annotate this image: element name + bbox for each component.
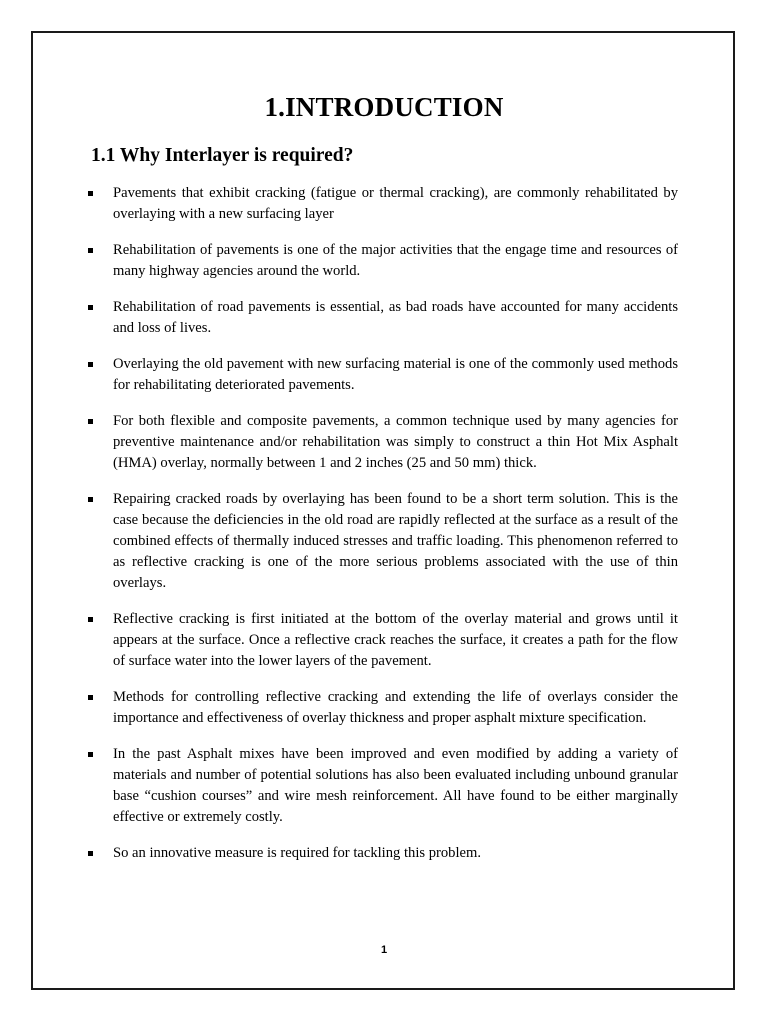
square-bullet-icon (88, 752, 93, 757)
square-bullet-icon (88, 617, 93, 622)
list-item (88, 744, 678, 828)
list-item-text: Repairing cracked roads by overlaying has been found to be a short term solution. This is the case because the deficiencies in the old road are rapidly reflected at the surface as a result of the combined effects of thermally induced stresses and traffic loading. This phenomenon referred to as reflective cracking is one of the more serious problems associated with the use of thin overlays. (113, 491, 678, 591)
list-item (88, 354, 678, 396)
list-item (88, 411, 678, 474)
square-bullet-icon (88, 419, 93, 424)
square-bullet-icon (88, 497, 93, 502)
page-number: 1 (380, 944, 388, 956)
list-item-text: Pavements that exhibit cracking (fatigue or thermal cracking), are commonly rehabilitated by overlaying with a new surfacing layer (113, 185, 678, 222)
list-item-text: Reflective cracking is first initiated at the bottom of the overlay material and grows until it appears at the surface. Once a reflective crack reaches the surface, it creates a path for the flow of surface water into the lower layers of the pavement. (113, 611, 678, 669)
list-item-text: For both flexible and composite pavements, a common technique used by many agencies for preventive maintenance and/or rehabilitation was simply to construct a thin Hot Mix Asphalt (HMA) overlay, normally between 1 and 2 inches (25 and 50 mm) thick. (113, 413, 678, 471)
list-item-text: So an innovative measure is required for tackling this problem. (113, 845, 481, 861)
list-item (88, 183, 678, 225)
list-item (88, 489, 678, 594)
list-item-text: Rehabilitation of pavements is one of the major activities that the engage time and resources of many highway agencies around the world. (113, 242, 678, 279)
list-item (88, 609, 678, 672)
list-item (88, 843, 678, 864)
list-item (88, 297, 678, 339)
square-bullet-icon (88, 695, 93, 700)
list-item (88, 687, 678, 729)
square-bullet-icon (88, 305, 93, 310)
list-item-text: Overlaying the old pavement with new surfacing material is one of the commonly used methods for rehabilitating deteriorated pavements. (113, 356, 678, 393)
section-heading: 1.1 Why Interlayer is required? (91, 145, 354, 166)
page-title: 1.INTRODUCTION (264, 92, 504, 122)
list-item-text: In the past Asphalt mixes have been improved and even modified by adding a variety of materials and number of potential solutions has also been evaluated including unbound granular base “cushion courses” and wire mesh reinforcement. All have found to be either marginally effective or extremely costly. (113, 746, 678, 825)
square-bullet-icon (88, 191, 93, 196)
square-bullet-icon (88, 248, 93, 253)
list-item-text: Methods for controlling reflective cracking and extending the life of overlays consider the importance and effectiveness of overlay thickness and proper asphalt mixture specification. (113, 689, 678, 726)
square-bullet-icon (88, 362, 93, 367)
bullet-list (88, 183, 678, 879)
list-item (88, 240, 678, 282)
square-bullet-icon (88, 851, 93, 856)
list-item-text: Rehabilitation of road pavements is essential, as bad roads have accounted for many accidents and loss of lives. (113, 299, 678, 336)
